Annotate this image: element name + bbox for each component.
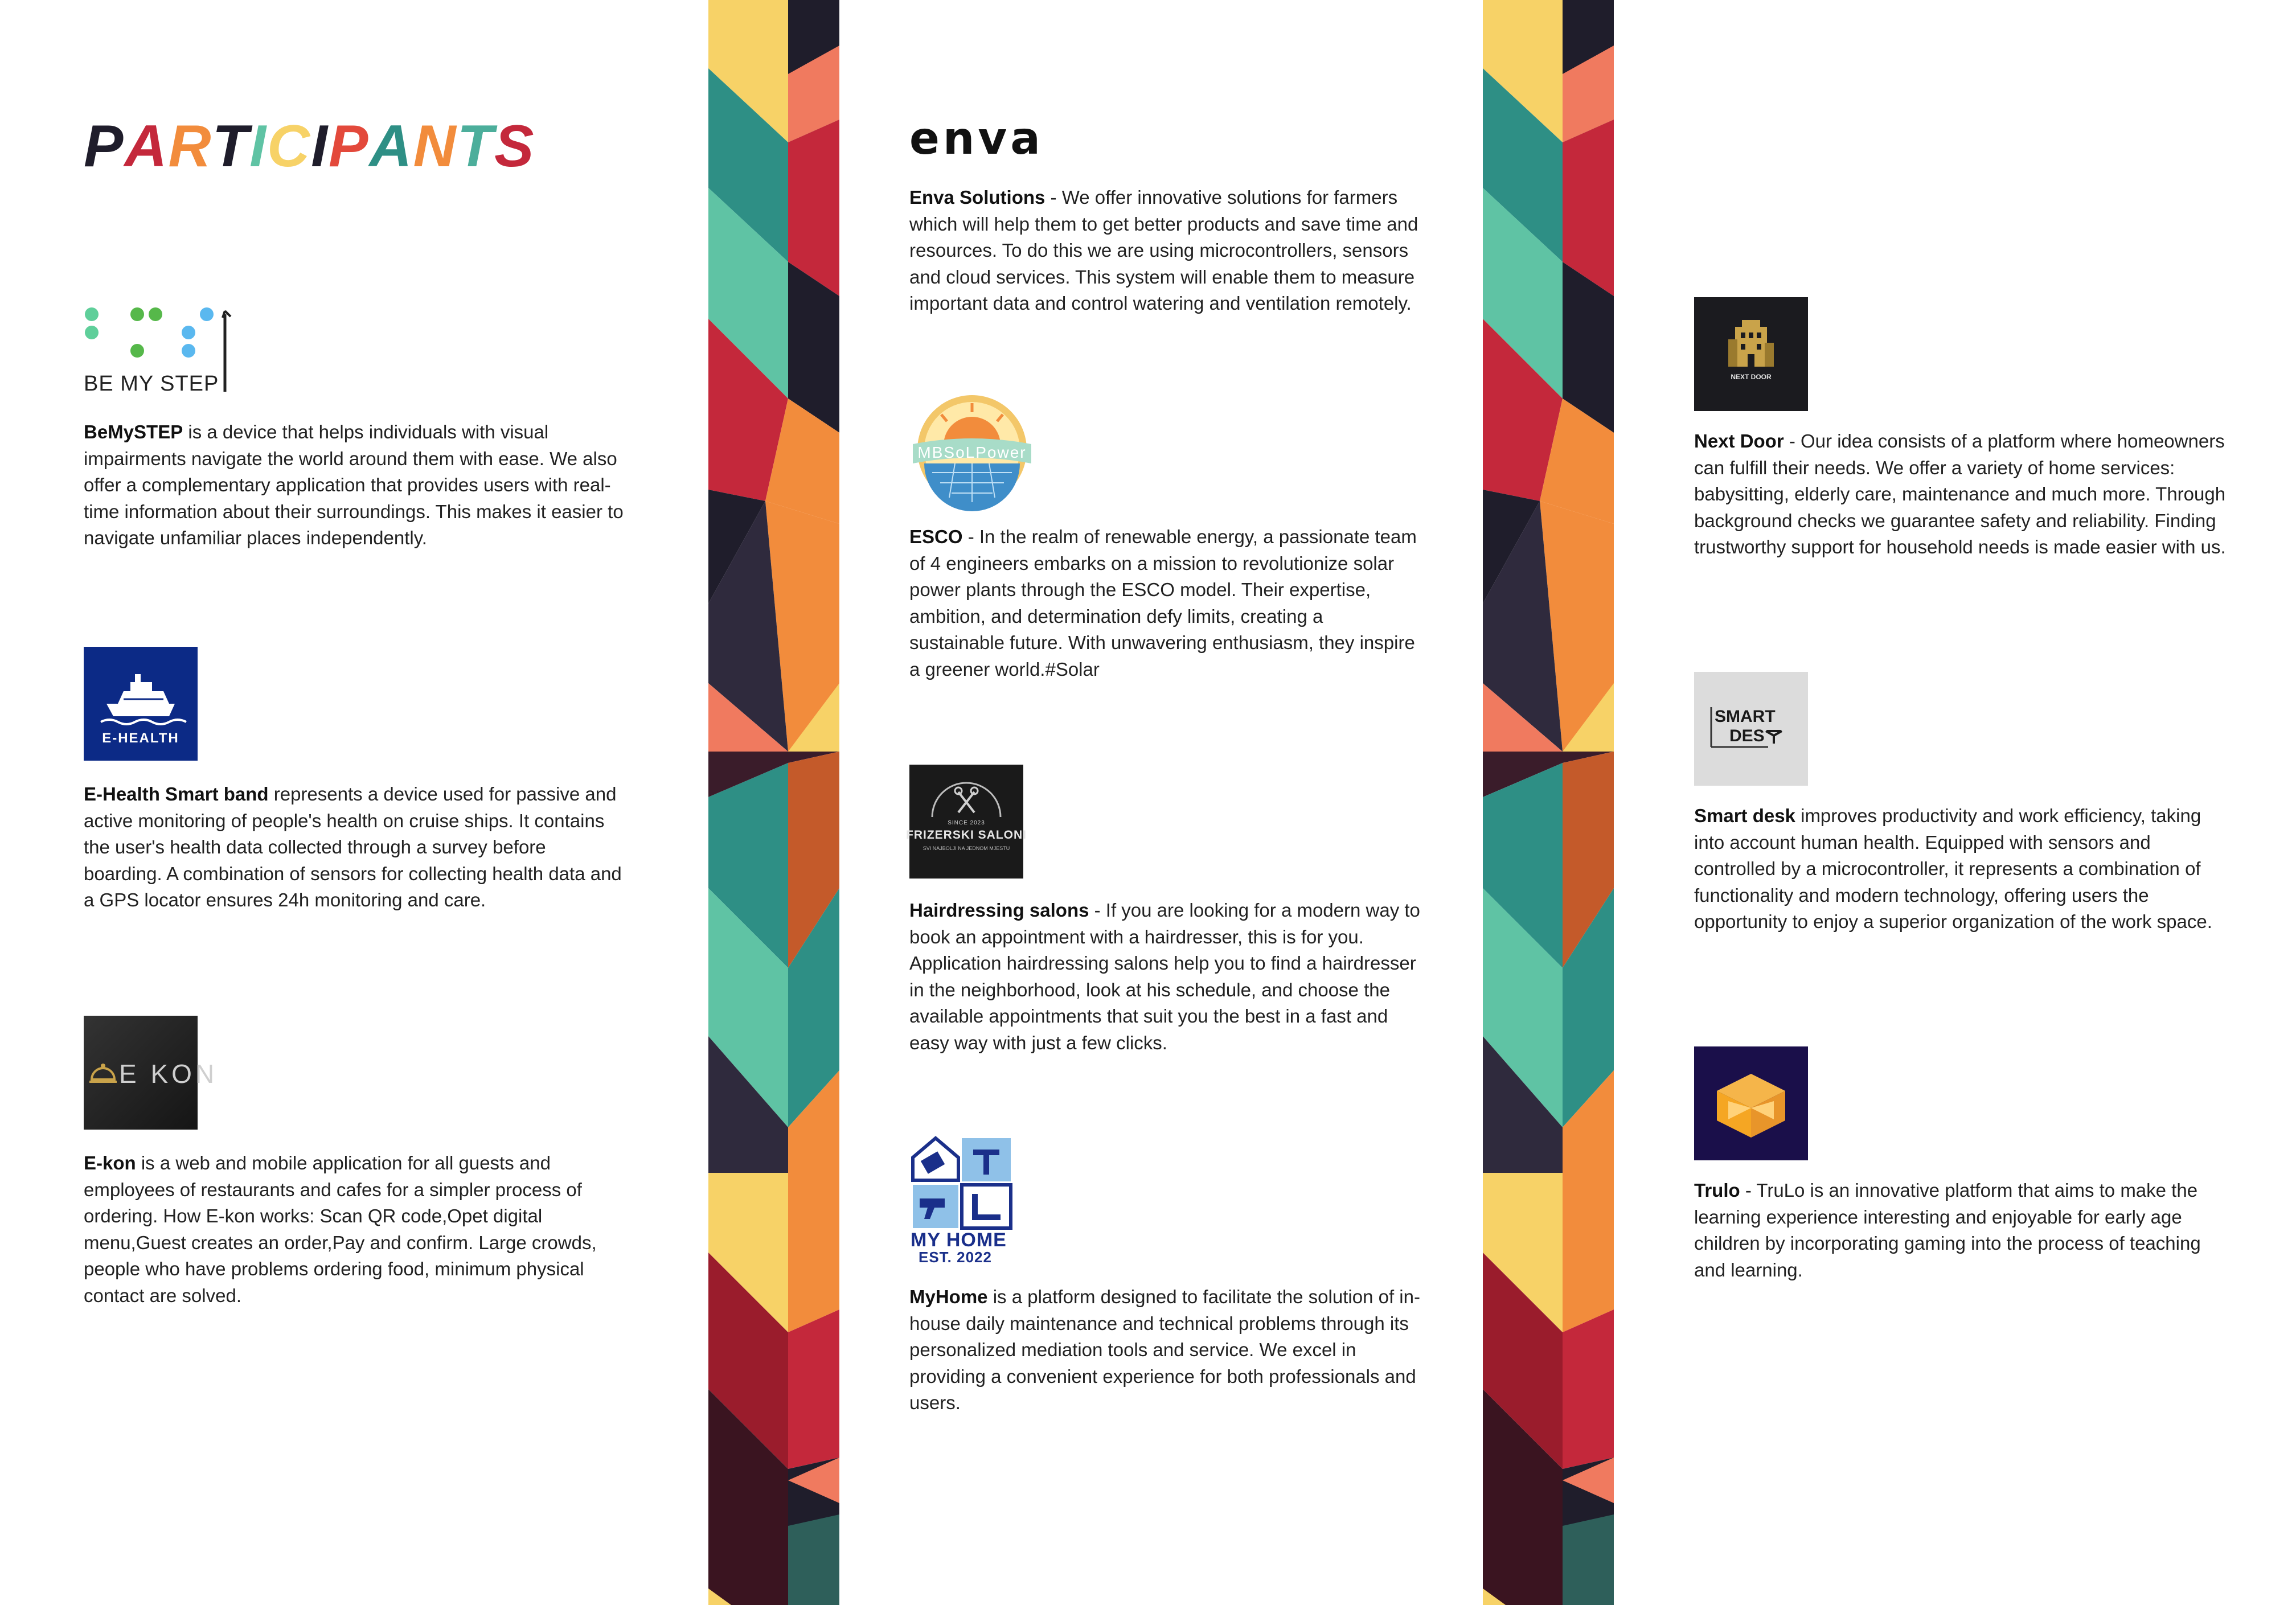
svg-text:SINCE 2023: SINCE 2023 xyxy=(948,820,985,826)
nextdoor-logo-text: NEXT DOOR xyxy=(1731,373,1772,381)
hairdressing-logo-text: FRIZERSKI SALONI xyxy=(905,828,1027,842)
participant-description: Hairdressing salons - If you are looking for a modern way to book an appointment with a hairdresser, this is for you. Application hairdressing salons help you to find a hairdresser in the neighborhood, look at his schedule, and choose the available appointments that suit you the best in a fast and easy way with just a few clicks. xyxy=(909,900,1420,1053)
geometric-pattern-graphic xyxy=(1483,0,1614,1605)
ehealth-logo-text: E-HEALTH xyxy=(102,730,179,746)
participant-description: ESCO - In the realm of renewable energy, a passionate team of 4 engineers embarks on a mission to revolutionize solar power plants through the ESCO model. Their expertise, ambition, and determination defy limits, creating a sustainable future. With unwavering enthusiasm, they inspire a greener world.#Solar xyxy=(909,526,1417,680)
participant-text: is a platform designed to facilitate the solution of in-house daily maintenance and technical problems through its personalized mediation tools and service. We excel in providing a convenient experience for both professionals and users. xyxy=(909,1286,1420,1413)
smartdesk-logo-text: SMART xyxy=(1715,707,1776,726)
participant-text: Our idea consists of a platform where homeowners can fulfill their needs. We offer a variety of home services: babysitting, elderly care, maintenance and much more. Through background checks we guarantee safety and reliability. Finding trustworthy support for household needs is made easier with us. xyxy=(1694,430,2226,557)
participant-description xyxy=(84,1150,625,1309)
participant-description: Next Door - Our idea consists of a platform where homeowners can fulfill their needs. We offer a variety of home services: babysitting, elderly care, maintenance and much more. Through background checks we guarantee safety and reliability. Finding trustworthy support for household needs is made easier with us. xyxy=(1694,430,2226,557)
participant-esco xyxy=(909,393,1422,683)
esco-logo xyxy=(909,393,1035,507)
decorative-pattern-strip-left xyxy=(708,0,839,1605)
page-title xyxy=(84,113,535,179)
bemystep-logo-text: BE MY STEP xyxy=(84,372,219,396)
participant-name: Next Door xyxy=(1694,430,1784,451)
ekon-logo xyxy=(84,1016,218,1130)
participant-trulo xyxy=(1694,1046,2235,1283)
participant-description: Trulo - TruLo is an innovative platform that aims to make the learning experience interesting and enjoyable for early age children by incorporating gaming into the process of teaching and learning. xyxy=(1694,1180,2201,1280)
participant-name: Hairdressing salons xyxy=(909,900,1089,921)
participant-description xyxy=(84,419,625,552)
participant-name: BeMySTEP xyxy=(84,421,183,442)
svg-text:SVI NAJBOLJI NA JEDNOM MJESTU: SVI NAJBOLJI NA JEDNOM MJESTU xyxy=(922,845,1010,851)
ekon-logo-text: E KON xyxy=(119,1059,218,1089)
svg-text:EST. 2022: EST. 2022 xyxy=(919,1249,992,1266)
participant-text: In the realm of renewable energy, a passionate team of 4 engineers embarks on a mission to revolutionize solar power plants through the ESCO model. Their expertise, ambition, and determination defy limits, creating a sustainable future. With unwavering enthusiasm, they inspire a greener world.#Solar xyxy=(909,526,1417,680)
nextdoor-logo xyxy=(1694,297,1808,411)
title-letter: T xyxy=(212,113,250,179)
participant-text: We offer innovative solutions for farmers which will help them to get better products and save time and resources. To do this we are using microcontrollers, sensors and cloud services. This system will enable them to measure important data and control watering and ventilation remotely. xyxy=(909,187,1418,314)
decorative-pattern-strip-right xyxy=(1483,0,1614,1605)
hairdressing-logo xyxy=(905,765,1027,879)
participant-name: E-Health Smart band xyxy=(84,783,269,804)
participant-name: MyHome xyxy=(909,1286,988,1307)
participant-description xyxy=(909,1284,1422,1417)
title-letter: I xyxy=(311,113,329,179)
participant-hairdressing xyxy=(905,765,1422,1056)
participant-name: Smart desk xyxy=(1694,805,1795,826)
participant-bemystep xyxy=(84,306,625,552)
participant-name: Trulo xyxy=(1694,1180,1740,1201)
participant-text: is a web and mobile application for all guests and employees of restaurants and cafes for a simpler process of ordering. How E-kon works: Scan QR code,Opet digital menu,Guest creates an order,Pay and confirm. Large crowds, people who have problems ordering food, minimum physical contact are solved. xyxy=(84,1152,597,1306)
participant-ehealth xyxy=(84,647,625,914)
title-letter: I xyxy=(249,113,268,179)
participant-text: If you are looking for a modern way to book an appointment with a hairdresser, this is for you. Application hairdressing salons help you to find a hairdresser in the neighborhood, look at his schedule, and choose the available appointments that suit you the best in a fast and easy way with just a few clicks. xyxy=(909,900,1420,1053)
esco-logo-text: MBSoLPower xyxy=(917,444,1027,461)
participant-smartdesk xyxy=(1694,672,2235,935)
title-letter: T xyxy=(457,113,495,179)
smartdesk-logo xyxy=(1694,672,1808,786)
title-letter: A xyxy=(369,113,413,179)
participant-description xyxy=(84,781,625,914)
participant-text: improves productivity and work efficiency, taking into account human health. Equipped with sensors and controlled by a microcontroller, it represents a combination of functionality and modern technology, offering users the opportunity to enjoy a superior organization of the work space. xyxy=(1694,805,2212,932)
enva-logo-text: enva xyxy=(909,113,1044,165)
participant-name: E-kon xyxy=(84,1152,136,1173)
participant-name: ESCO xyxy=(909,526,963,547)
participant-description: Enva Solutions - We offer innovative solutions for farmers which will help them to get better products and save time and resources. To do this we are using microcontrollers, sensors and cloud services. This system will enable them to measure important data and control watering and ventilation remotely. xyxy=(909,187,1418,314)
title-letter: S xyxy=(494,113,535,179)
title-letter: P xyxy=(329,113,370,179)
participant-name: Enva Solutions xyxy=(909,187,1046,208)
trulo-logo xyxy=(1694,1046,1808,1160)
geometric-pattern-graphic xyxy=(708,0,839,1605)
title-letter: R xyxy=(168,113,212,179)
svg-text:DES: DES xyxy=(1729,726,1765,745)
title-letter: A xyxy=(124,113,169,179)
participant-text: is a device that helps individuals with visual impairments navigate the world around them with ease. We also offer a complementary application that provides users with real-time information about their surroundings. This makes it easier to navigate unfamiliar places independently. xyxy=(84,421,624,548)
title-letter: N xyxy=(413,113,457,179)
title-letter: P xyxy=(84,113,125,179)
participant-ekon xyxy=(84,1016,625,1309)
participant-text: represents a device used for passive and active monitoring of people's health on cruise ships. It contains the user's health data collected through a survey before boarding. A combination of sensors for collecting health data and a GPS locator ensures 24h monitoring and care. xyxy=(84,783,622,910)
myhome-logo xyxy=(909,1135,1018,1265)
bemystep-logo xyxy=(84,306,243,397)
ehealth-logo xyxy=(84,647,198,761)
myhome-logo-text: MY HOME xyxy=(911,1229,1007,1251)
participant-description xyxy=(1694,803,2235,935)
participant-myhome xyxy=(909,1135,1422,1417)
enva-logo xyxy=(909,113,1069,165)
participant-enva xyxy=(909,113,1422,317)
title-letter: C xyxy=(267,113,311,179)
participant-text: TruLo is an innovative platform that aims to make the learning experience interesting and enjoyable for early age children by incorporating gaming into the process of teaching and learning. xyxy=(1694,1180,2201,1280)
participant-nextdoor xyxy=(1694,297,2235,561)
